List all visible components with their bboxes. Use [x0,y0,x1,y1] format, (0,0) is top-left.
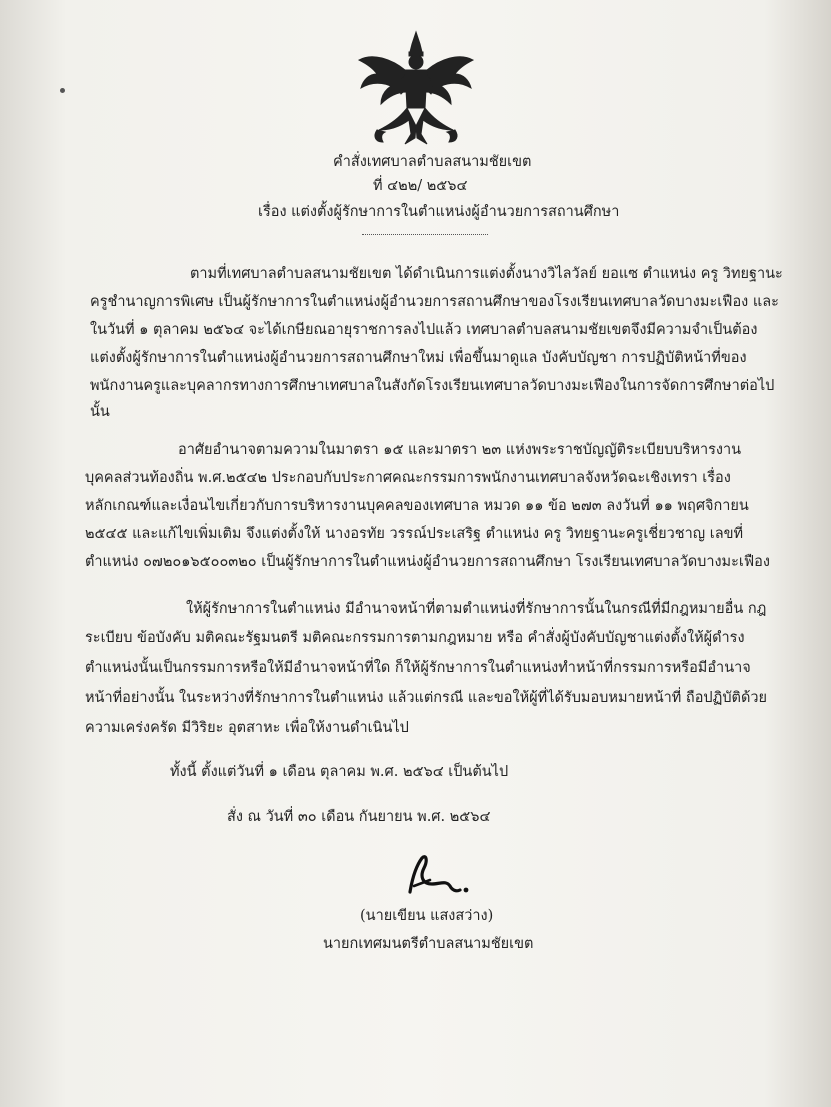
order-title: คำสั่งเทศบาลตำบลสนามชัยเขต [333,154,532,170]
paragraph-2-line: อาศัยอำนาจตามความในมาตรา ๑๕ และมาตรา ๒๓ แห่งพระราชบัญญัติระเบียบบริหารงาน [178,442,742,458]
paper-speck [60,88,65,93]
order-subject: เรื่อง แต่งตั้งผู้รักษาการในตำแหน่งผู้อำนวยการสถานศึกษา [258,204,620,220]
paragraph-3-line: ตำแหน่งนั้นเป็นกรรมการหรือให้มีอำนาจหน้าที่ใด ก็ให้ผู้รักษาการในตำแหน่งทำหน้าที่กรรมการหรือมีอำนาจ [85,660,751,676]
signatory-name: (นายเขียน แสงสว่าง) [360,908,494,924]
handwritten-signature [402,850,472,900]
paragraph-1-line: พนักงานครูและบุคลากรทางการศึกษาเทศบาลในสังกัดโรงเรียนเทศบาลวัดบางมะเฟืองในการจัดการศึกษาต่อไป [90,378,775,394]
header-divider [362,234,488,235]
paragraph-2-line: หลักเกณฑ์และเงื่อนไขเกี่ยวกับการบริหารงานบุคคลของเทศบาล หมวด ๑๑ ข้อ ๒๗๓ ลงวันที่ ๑๑ พฤศจิกายน [85,498,749,514]
paragraph-1-line: ในวันที่ ๑ ตุลาคม ๒๕๖๔ จะได้เกษียณอายุราชการลงไปแล้ว เทศบาลตำบลสนามชัยเขตจึงมีความจำเป็นต้อง [90,322,758,338]
paragraph-3-line: หน้าที่อย่างนั้น ในระหว่างที่รักษาการในตำแหน่ง แล้วแต่กรณี และขอให้ผู้ที่ได้รับมอบหมายหน้าที่ ถือปฏิบัติด้วย [85,690,768,706]
paragraph-3-line: ให้ผู้รักษาการในตำแหน่ง มีอำนาจหน้าที่ตามตำแหน่งที่รักษาการนั้นในกรณีที่มีกฎหมายอื่น กฎ [186,601,767,617]
paragraph-3-line: ความเคร่งครัด มีวิริยะ อุตสาหะ เพื่อให้งานดำเนินไป [85,720,409,736]
signatory-position: นายกเทศมนตรีตำบลสนามชัยเขต [323,936,534,952]
paragraph-2-line: ๒๕๔๕ และแก้ไขเพิ่มเติม จึงแต่งตั้งให้ นางอรทัย วรรณ์ประเสริฐ ตำแหน่ง ครู วิทยฐานะครูเชี่ยวชาญ เลขที่ [85,526,744,542]
paragraph-3-line: ระเบียบ ข้อบังคับ มติคณะรัฐมนตรี มติคณะกรรมการตามกฎหมาย หรือ คำสั่งผู้บังคับบัญชาแต่งตั้งให้ผู้ดำรง [85,630,745,646]
paragraph-1-line: นั้น [90,404,110,420]
paragraph-1-line: แต่งตั้งผู้รักษาการในตำแหน่งผู้อำนวยการสถานศึกษาใหม่ เพื่อขึ้นมาดูแล บังคับบัญชา การปฏิบัติหน้าที่ของ [90,350,747,366]
paragraph-2-line: ตำแหน่ง ๐๗๒๐๑๖๕๐๐๓๒๐ เป็นผู้รักษาการในตำแหน่งผู้อำนวยการสถานศึกษา โรงเรียนเทศบาลวัดบางมะเฟือง [85,554,770,570]
paragraph-1-line: ครูชำนาญการพิเศษ เป็นผู้รักษาการในตำแหน่งผู้อำนวยการสถานศึกษาของโรงเรียนเทศบาลวัดบางมะเฟือง และ [90,294,779,310]
effective-date: ทั้งนี้ ตั้งแต่วันที่ ๑ เดือน ตุลาคม พ.ศ. ๒๕๖๔ เป็นต้นไป [170,764,509,780]
garuda-emblem-icon [355,30,477,150]
paragraph-2-line: บุคคลส่วนท้องถิ่น พ.ศ.๒๕๔๒ ประกอบกับประกาศคณะกรรมการพนักงานเทศบาลจังหวัดฉะเชิงเทรา เรื่อง [85,470,731,486]
paragraph-1-line: ตามที่เทศบาลตำบลสนามชัยเขต ได้ดำเนินการแต่งตั้งนางวิไลวัลย์ ยอแซ ตำแหน่ง ครู วิทยฐานะ [190,266,783,282]
order-number: ที่ ๔๒๒/ ๒๕๖๔ [373,178,468,194]
order-date: สั่ง ณ วันที่ ๓๐ เดือน กันยายน พ.ศ. ๒๕๖๔ [227,809,491,825]
